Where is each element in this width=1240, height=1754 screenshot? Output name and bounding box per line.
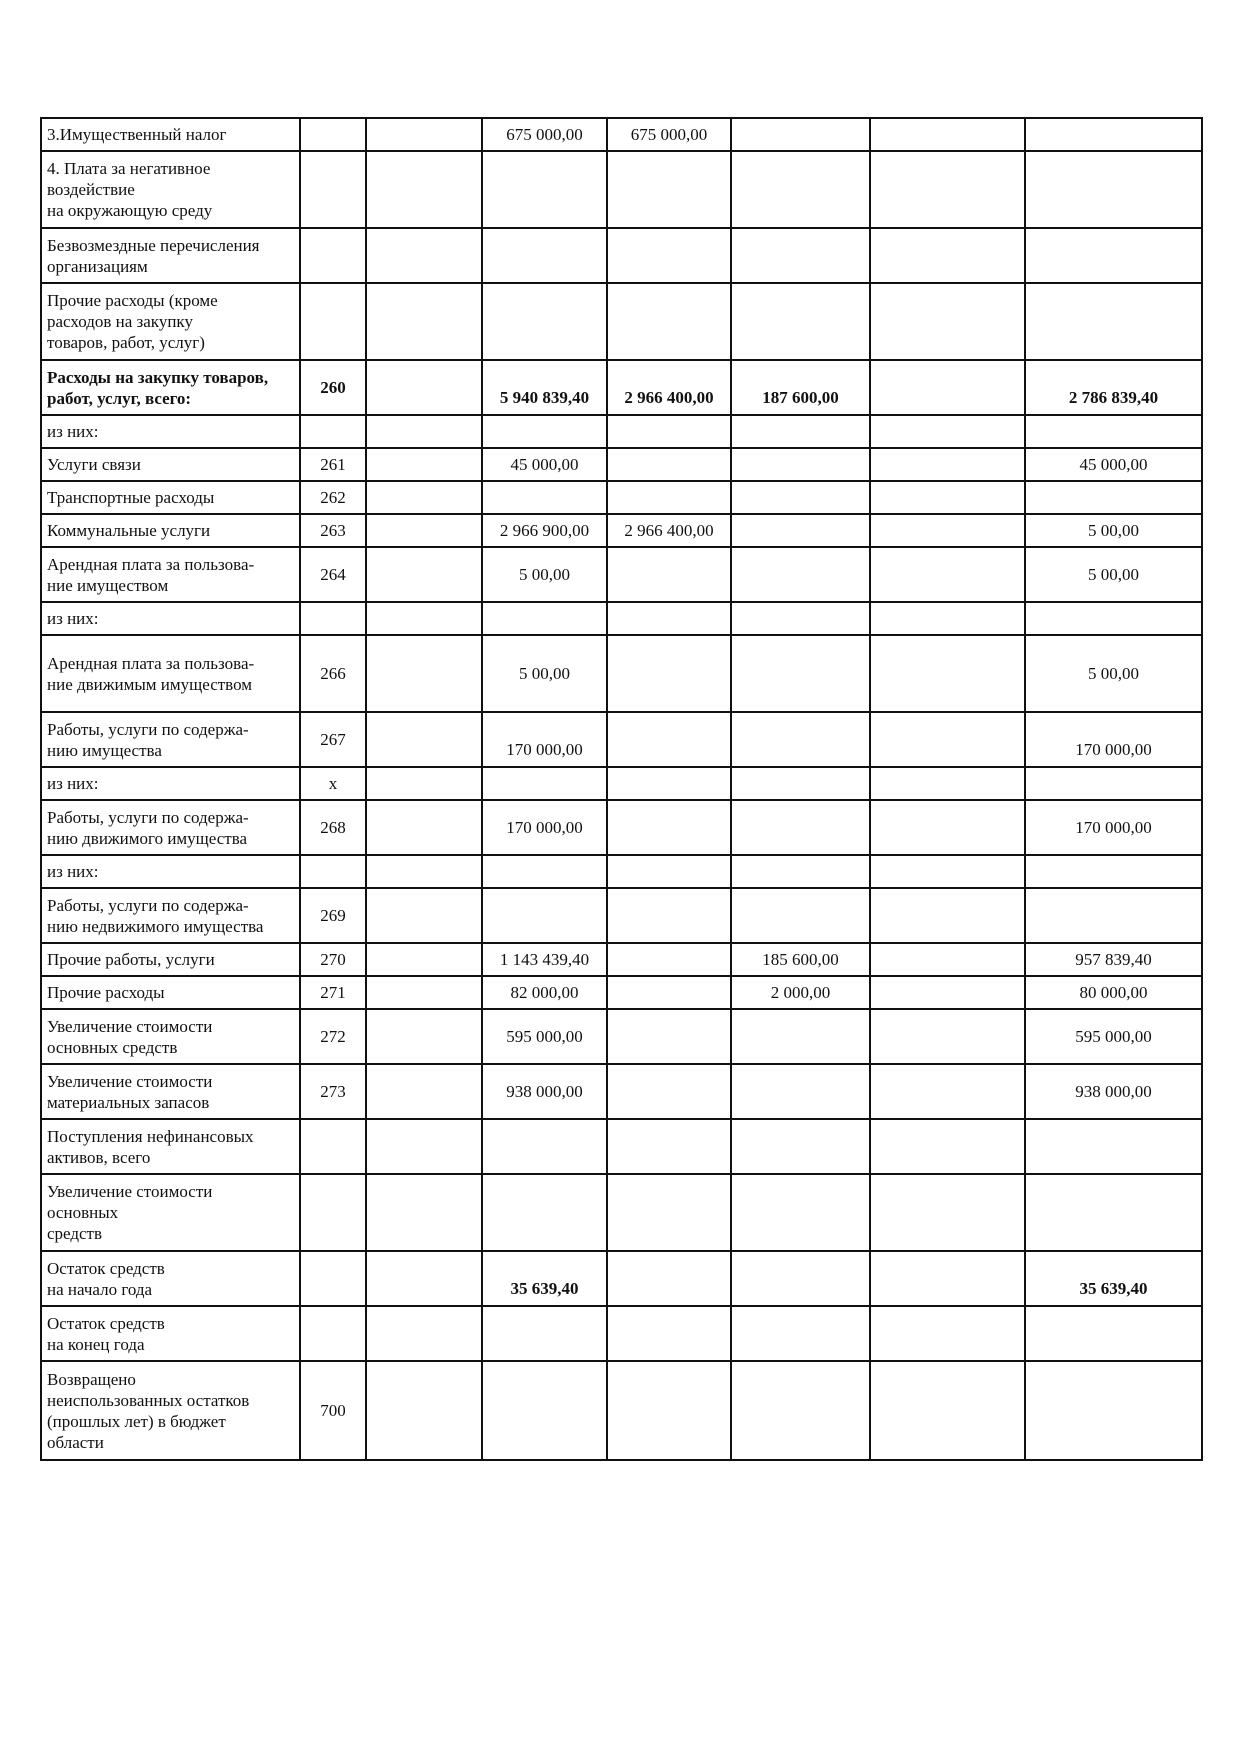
- value-cell: [731, 1064, 870, 1119]
- row-name-cell: Арендная плата за пользова- ние имуществом: [41, 547, 300, 602]
- value-cell: [731, 228, 870, 283]
- value-cell: 595 000,00: [482, 1009, 607, 1064]
- value-cell: [366, 635, 482, 712]
- row-name-cell: Прочие работы, услуги: [41, 943, 300, 976]
- value-cell: [870, 118, 1025, 151]
- row-code-cell: 264: [300, 547, 366, 602]
- value-cell: [1025, 888, 1202, 943]
- table-body: [41, 118, 1202, 1460]
- value-cell: [870, 448, 1025, 481]
- value-cell: [1025, 1119, 1202, 1174]
- value-cell: 5 00,00: [482, 547, 607, 602]
- value-cell: [607, 855, 731, 888]
- value-cell: [482, 228, 607, 283]
- value-cell: [731, 1361, 870, 1460]
- table-row: [41, 888, 1202, 943]
- value-cell: [870, 547, 1025, 602]
- value-cell: [731, 151, 870, 228]
- row-name-cell: Увеличение стоимости основных средств: [41, 1174, 300, 1251]
- value-cell: [366, 943, 482, 976]
- row-code-cell: 262: [300, 481, 366, 514]
- value-cell: [870, 1064, 1025, 1119]
- value-cell: 5 00,00: [1025, 514, 1202, 547]
- table-row: [41, 151, 1202, 228]
- value-cell: [366, 1064, 482, 1119]
- row-code-cell: 268: [300, 800, 366, 855]
- row-name-cell: из них:: [41, 415, 300, 448]
- row-name-cell: Услуги связи: [41, 448, 300, 481]
- value-cell: [482, 855, 607, 888]
- value-cell: [366, 1251, 482, 1306]
- value-cell: [607, 547, 731, 602]
- value-cell: [870, 635, 1025, 712]
- value-cell: [607, 976, 731, 1009]
- value-cell: 5 940 839,40: [482, 360, 607, 415]
- table-row: [41, 514, 1202, 547]
- value-cell: [366, 1361, 482, 1460]
- value-cell: [366, 360, 482, 415]
- value-cell: [731, 800, 870, 855]
- value-cell: [607, 800, 731, 855]
- row-name-cell: Возвращено неиспользованных остатков (прошлых лет) в бюджет области: [41, 1361, 300, 1460]
- value-cell: [731, 855, 870, 888]
- row-name-cell: из них:: [41, 602, 300, 635]
- table-row: [41, 118, 1202, 151]
- value-cell: 45 000,00: [1025, 448, 1202, 481]
- table-row: [41, 1119, 1202, 1174]
- row-name-cell: 3.Имущественный налог: [41, 118, 300, 151]
- row-code-cell: 700: [300, 1361, 366, 1460]
- value-cell: [870, 1119, 1025, 1174]
- value-cell: [607, 228, 731, 283]
- value-cell: [366, 855, 482, 888]
- row-name-cell: Поступления нефинансовых активов, всего: [41, 1119, 300, 1174]
- value-cell: [870, 481, 1025, 514]
- value-cell: [482, 767, 607, 800]
- row-name-cell: Коммунальные услуги: [41, 514, 300, 547]
- value-cell: [366, 514, 482, 547]
- table-row: [41, 800, 1202, 855]
- value-cell: [366, 283, 482, 360]
- value-cell: 675 000,00: [482, 118, 607, 151]
- row-code-cell: 270: [300, 943, 366, 976]
- row-code-cell: [300, 1251, 366, 1306]
- value-cell: [482, 1119, 607, 1174]
- table-row: [41, 283, 1202, 360]
- value-cell: [1025, 1174, 1202, 1251]
- value-cell: [366, 888, 482, 943]
- value-cell: [870, 767, 1025, 800]
- table-row: [41, 1064, 1202, 1119]
- value-cell: [870, 283, 1025, 360]
- value-cell: 938 000,00: [1025, 1064, 1202, 1119]
- row-name-cell: Расходы на закупку товаров, работ, услуг, всего:: [41, 360, 300, 415]
- value-cell: [607, 1119, 731, 1174]
- row-code-cell: 266: [300, 635, 366, 712]
- value-cell: 5 00,00: [1025, 547, 1202, 602]
- value-cell: [870, 943, 1025, 976]
- value-cell: [731, 712, 870, 767]
- value-cell: 35 639,40: [1025, 1251, 1202, 1306]
- row-name-cell: Безвозмездные перечисления организациям: [41, 228, 300, 283]
- table-row: [41, 481, 1202, 514]
- row-name-cell: из них:: [41, 767, 300, 800]
- value-cell: [870, 1009, 1025, 1064]
- value-cell: [731, 448, 870, 481]
- value-cell: [731, 1251, 870, 1306]
- value-cell: [1025, 415, 1202, 448]
- table-row: [41, 228, 1202, 283]
- value-cell: [482, 602, 607, 635]
- table-row: [41, 415, 1202, 448]
- value-cell: [870, 360, 1025, 415]
- row-code-cell: [300, 1306, 366, 1361]
- value-cell: [731, 283, 870, 360]
- row-name-cell: Работы, услуги по содержа- нию движимого имущества: [41, 800, 300, 855]
- row-name-cell: Работы, услуги по содержа- нию имущества: [41, 712, 300, 767]
- value-cell: [607, 1009, 731, 1064]
- value-cell: [731, 1119, 870, 1174]
- value-cell: [607, 888, 731, 943]
- value-cell: [1025, 1361, 1202, 1460]
- value-cell: [366, 1306, 482, 1361]
- table-row: [41, 547, 1202, 602]
- row-code-cell: 267: [300, 712, 366, 767]
- value-cell: [482, 1361, 607, 1460]
- value-cell: [607, 1064, 731, 1119]
- row-name-cell: Остаток средств на начало года: [41, 1251, 300, 1306]
- value-cell: 170 000,00: [1025, 800, 1202, 855]
- value-cell: 957 839,40: [1025, 943, 1202, 976]
- row-code-cell: [300, 228, 366, 283]
- table-row: [41, 635, 1202, 712]
- value-cell: [1025, 1306, 1202, 1361]
- value-cell: [366, 1119, 482, 1174]
- value-cell: [607, 151, 731, 228]
- value-cell: 2 966 900,00: [482, 514, 607, 547]
- value-cell: 595 000,00: [1025, 1009, 1202, 1064]
- row-code-cell: [300, 1174, 366, 1251]
- value-cell: [870, 855, 1025, 888]
- table-row: [41, 448, 1202, 481]
- value-cell: [731, 481, 870, 514]
- table-row: [41, 943, 1202, 976]
- value-cell: [366, 1009, 482, 1064]
- value-cell: 2 966 400,00: [607, 514, 731, 547]
- value-cell: [366, 602, 482, 635]
- row-code-cell: 263: [300, 514, 366, 547]
- value-cell: 1 143 439,40: [482, 943, 607, 976]
- table-row: [41, 1251, 1202, 1306]
- table-row: [41, 602, 1202, 635]
- row-name-cell: Транспортные расходы: [41, 481, 300, 514]
- row-code-cell: [300, 855, 366, 888]
- value-cell: 2 000,00: [731, 976, 870, 1009]
- value-cell: [731, 415, 870, 448]
- value-cell: [366, 228, 482, 283]
- row-code-cell: 269: [300, 888, 366, 943]
- value-cell: [731, 1306, 870, 1361]
- value-cell: [870, 976, 1025, 1009]
- value-cell: [870, 1361, 1025, 1460]
- table-row: [41, 976, 1202, 1009]
- value-cell: [607, 767, 731, 800]
- row-code-cell: [300, 151, 366, 228]
- table-row: [41, 712, 1202, 767]
- row-name-cell: Арендная плата за пользова- ние движимым имуществом: [41, 635, 300, 712]
- value-cell: [870, 1174, 1025, 1251]
- value-cell: 170 000,00: [482, 800, 607, 855]
- row-code-cell: 260: [300, 360, 366, 415]
- value-cell: 2 966 400,00: [607, 360, 731, 415]
- value-cell: 82 000,00: [482, 976, 607, 1009]
- value-cell: [731, 514, 870, 547]
- row-name-cell: Увеличение стоимости основных средств: [41, 1009, 300, 1064]
- value-cell: [870, 800, 1025, 855]
- value-cell: [607, 635, 731, 712]
- value-cell: 35 639,40: [482, 1251, 607, 1306]
- budget-table: [40, 117, 1203, 1461]
- row-name-cell: Остаток средств на конец года: [41, 1306, 300, 1361]
- value-cell: [607, 415, 731, 448]
- value-cell: [482, 1174, 607, 1251]
- row-code-cell: [300, 602, 366, 635]
- value-cell: [731, 1009, 870, 1064]
- value-cell: [607, 448, 731, 481]
- value-cell: [482, 415, 607, 448]
- row-code-cell: 271: [300, 976, 366, 1009]
- value-cell: [366, 118, 482, 151]
- value-cell: [366, 976, 482, 1009]
- value-cell: [870, 415, 1025, 448]
- value-cell: 185 600,00: [731, 943, 870, 976]
- value-cell: [1025, 118, 1202, 151]
- table-row: [41, 1306, 1202, 1361]
- value-cell: [607, 1361, 731, 1460]
- value-cell: [482, 888, 607, 943]
- row-code-cell: [300, 1119, 366, 1174]
- value-cell: [607, 481, 731, 514]
- table-row: [41, 1174, 1202, 1251]
- table-row: [41, 360, 1202, 415]
- row-code-cell: 273: [300, 1064, 366, 1119]
- row-code-cell: 261: [300, 448, 366, 481]
- value-cell: 675 000,00: [607, 118, 731, 151]
- row-name-cell: Прочие расходы (кроме расходов на закупку товаров, работ, услуг): [41, 283, 300, 360]
- value-cell: [870, 228, 1025, 283]
- value-cell: [607, 712, 731, 767]
- value-cell: [607, 283, 731, 360]
- table-row: [41, 1009, 1202, 1064]
- value-cell: [731, 1174, 870, 1251]
- value-cell: [482, 151, 607, 228]
- value-cell: [870, 151, 1025, 228]
- value-cell: [607, 1174, 731, 1251]
- value-cell: [731, 635, 870, 712]
- table-row: [41, 1361, 1202, 1460]
- row-name-cell: Увеличение стоимости материальных запасов: [41, 1064, 300, 1119]
- value-cell: 170 000,00: [482, 712, 607, 767]
- value-cell: [1025, 481, 1202, 514]
- row-name-cell: из них:: [41, 855, 300, 888]
- value-cell: [366, 1174, 482, 1251]
- value-cell: [870, 1306, 1025, 1361]
- value-cell: 5 00,00: [1025, 635, 1202, 712]
- value-cell: [482, 481, 607, 514]
- table-row: [41, 855, 1202, 888]
- value-cell: [366, 712, 482, 767]
- value-cell: [870, 602, 1025, 635]
- row-code-cell: [300, 283, 366, 360]
- value-cell: [366, 448, 482, 481]
- row-name-cell: Прочие расходы: [41, 976, 300, 1009]
- value-cell: [1025, 283, 1202, 360]
- value-cell: [731, 888, 870, 943]
- row-code-cell: х: [300, 767, 366, 800]
- value-cell: [1025, 151, 1202, 228]
- value-cell: 170 000,00: [1025, 712, 1202, 767]
- value-cell: 187 600,00: [731, 360, 870, 415]
- value-cell: [366, 800, 482, 855]
- value-cell: [607, 1251, 731, 1306]
- value-cell: [870, 514, 1025, 547]
- value-cell: [366, 481, 482, 514]
- value-cell: [366, 415, 482, 448]
- value-cell: [607, 602, 731, 635]
- value-cell: [482, 1306, 607, 1361]
- value-cell: [870, 1251, 1025, 1306]
- value-cell: 938 000,00: [482, 1064, 607, 1119]
- value-cell: [1025, 855, 1202, 888]
- value-cell: [731, 767, 870, 800]
- value-cell: [870, 712, 1025, 767]
- value-cell: 2 786 839,40: [1025, 360, 1202, 415]
- row-name-cell: Работы, услуги по содержа- нию недвижимого имущества: [41, 888, 300, 943]
- value-cell: [1025, 228, 1202, 283]
- value-cell: [607, 943, 731, 976]
- value-cell: [870, 888, 1025, 943]
- value-cell: [1025, 767, 1202, 800]
- value-cell: [731, 602, 870, 635]
- row-code-cell: 272: [300, 1009, 366, 1064]
- value-cell: 80 000,00: [1025, 976, 1202, 1009]
- value-cell: [366, 767, 482, 800]
- value-cell: [731, 547, 870, 602]
- table-row: [41, 767, 1202, 800]
- row-code-cell: [300, 118, 366, 151]
- value-cell: 5 00,00: [482, 635, 607, 712]
- value-cell: [482, 283, 607, 360]
- row-code-cell: [300, 415, 366, 448]
- value-cell: [366, 547, 482, 602]
- row-name-cell: 4. Плата за негативное воздействие на окружающую среду: [41, 151, 300, 228]
- value-cell: [366, 151, 482, 228]
- value-cell: [607, 1306, 731, 1361]
- value-cell: [731, 118, 870, 151]
- value-cell: [1025, 602, 1202, 635]
- value-cell: 45 000,00: [482, 448, 607, 481]
